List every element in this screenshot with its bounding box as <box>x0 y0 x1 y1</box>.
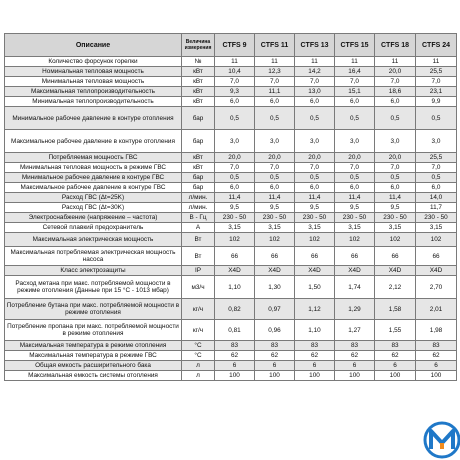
row-value: 25,5 <box>416 153 457 163</box>
row-unit: Вт <box>182 233 215 247</box>
table-row <box>5 87 457 97</box>
brand-logo <box>420 418 460 460</box>
row-value: 66 <box>375 247 416 266</box>
row-value: 0,97 <box>255 299 295 320</box>
row-value: 6,0 <box>335 97 375 107</box>
row-value: 15,1 <box>335 87 375 97</box>
row-value: 62 <box>335 351 375 361</box>
row-value: 20,0 <box>295 153 335 163</box>
row-unit: № <box>182 57 215 67</box>
row-value: 11,4 <box>215 193 255 203</box>
row-value: 2,12 <box>375 276 416 299</box>
row-value: 3,0 <box>375 130 416 153</box>
table-row <box>5 97 457 107</box>
row-value: 9,5 <box>255 203 295 213</box>
row-value: 14,2 <box>295 67 335 77</box>
row-value: 1,27 <box>335 320 375 341</box>
table-row <box>5 77 457 87</box>
header-model: CTFS 18 <box>375 34 416 57</box>
row-unit: л <box>182 361 215 371</box>
table-row <box>5 341 457 351</box>
row-value: 1,74 <box>335 276 375 299</box>
row-value: 62 <box>255 351 295 361</box>
row-value: 83 <box>215 341 255 351</box>
row-description: Расход ГВС (Δt=30K) <box>5 203 182 213</box>
table-row <box>5 361 457 371</box>
table-row <box>5 223 457 233</box>
row-description: Расход ГВС (Δt=25K) <box>5 193 182 203</box>
row-value: 100 <box>416 371 457 381</box>
header-model: CTFS 11 <box>255 34 295 57</box>
row-value: 83 <box>255 341 295 351</box>
row-value: X4D <box>255 266 295 276</box>
table-row <box>5 320 457 341</box>
row-value: 0,5 <box>416 107 457 130</box>
row-description: Минимальная тепловая мощность в режиме ГВС <box>5 163 182 173</box>
row-value: 11 <box>255 57 295 67</box>
row-value: 66 <box>215 247 255 266</box>
row-value: 20,0 <box>215 153 255 163</box>
row-value: 0,5 <box>295 173 335 183</box>
row-unit: кВт <box>182 87 215 97</box>
row-value: 0,82 <box>215 299 255 320</box>
row-value: 7,0 <box>215 163 255 173</box>
row-value: 66 <box>416 247 457 266</box>
row-value: 16,4 <box>335 67 375 77</box>
row-value: 11,1 <box>255 87 295 97</box>
row-description: Максимальное рабочее давление в контуре ГВС <box>5 183 182 193</box>
row-value: 62 <box>416 351 457 361</box>
row-unit: бар <box>182 107 215 130</box>
row-description: Электроснабжение (напряжение – частота) <box>5 213 182 223</box>
row-unit: кВт <box>182 97 215 107</box>
row-value: 7,0 <box>335 77 375 87</box>
table-header-row <box>5 34 457 57</box>
row-description: Номинальная тепловая мощность <box>5 67 182 77</box>
row-value: 6,0 <box>295 183 335 193</box>
row-description: Максимальная электрическая мощность <box>5 233 182 247</box>
row-description: Максимальная теплопроизводительность <box>5 87 182 97</box>
row-value: 83 <box>335 341 375 351</box>
row-value: 11 <box>375 57 416 67</box>
row-value: 0,96 <box>255 320 295 341</box>
row-value: 3,0 <box>335 130 375 153</box>
table-row <box>5 266 457 276</box>
row-value: 1,12 <box>295 299 335 320</box>
row-value: 0,5 <box>375 107 416 130</box>
row-unit: л/мин. <box>182 203 215 213</box>
header-description: Описание <box>5 34 182 57</box>
header-model: CTFS 9 <box>215 34 255 57</box>
table-row <box>5 130 457 153</box>
row-value: 0,5 <box>255 107 295 130</box>
row-value: 66 <box>255 247 295 266</box>
row-value: 7,0 <box>416 163 457 173</box>
row-value: 20,0 <box>375 153 416 163</box>
row-value: 9,3 <box>215 87 255 97</box>
row-value: 7,0 <box>295 163 335 173</box>
row-value: 62 <box>215 351 255 361</box>
table-row <box>5 107 457 130</box>
row-value: 13,0 <box>295 87 335 97</box>
row-value: 6,0 <box>375 183 416 193</box>
row-value: 0,5 <box>335 173 375 183</box>
row-unit: IP <box>182 266 215 276</box>
row-unit: Вт <box>182 247 215 266</box>
row-value: 100 <box>215 371 255 381</box>
row-value: 102 <box>295 233 335 247</box>
row-value: 11,4 <box>295 193 335 203</box>
row-unit: °C <box>182 341 215 351</box>
row-value: 0,5 <box>416 173 457 183</box>
row-value: 230 - 50 <box>335 213 375 223</box>
row-value: 9,9 <box>416 97 457 107</box>
row-value: 11 <box>295 57 335 67</box>
row-description: Количество форсунок горелки <box>5 57 182 67</box>
row-description: Минимальная тепловая мощность <box>5 77 182 87</box>
table-row <box>5 299 457 320</box>
row-value: 1,50 <box>295 276 335 299</box>
row-value: 230 - 50 <box>255 213 295 223</box>
row-value: 230 - 50 <box>416 213 457 223</box>
row-value: 100 <box>375 371 416 381</box>
row-unit: кВт <box>182 163 215 173</box>
row-value: 6,0 <box>255 97 295 107</box>
table-row <box>5 371 457 381</box>
table-row <box>5 183 457 193</box>
row-value: 6,0 <box>215 183 255 193</box>
header-unit: Величина измерения <box>182 34 215 57</box>
row-value: 3,15 <box>375 223 416 233</box>
row-value: X4D <box>416 266 457 276</box>
table-row <box>5 193 457 203</box>
row-description: Общая емкость расширительного бака <box>5 361 182 371</box>
row-value: 6,0 <box>295 97 335 107</box>
row-value: 0,5 <box>215 173 255 183</box>
row-description: Расход метана при макс. потребляемой мощности в режиме отопления (Данные при 15 °C - 1013 мбар) <box>5 276 182 299</box>
row-unit: бар <box>182 130 215 153</box>
row-value: 102 <box>416 233 457 247</box>
row-value: 7,0 <box>335 163 375 173</box>
row-value: 7,0 <box>295 77 335 87</box>
row-value: 100 <box>295 371 335 381</box>
row-value: 9,5 <box>375 203 416 213</box>
row-value: 20,0 <box>335 153 375 163</box>
row-value: 1,10 <box>215 276 255 299</box>
row-value: 10,4 <box>215 67 255 77</box>
row-value: 1,58 <box>375 299 416 320</box>
table-row <box>5 67 457 77</box>
row-value: 12,3 <box>255 67 295 77</box>
row-value: 66 <box>335 247 375 266</box>
row-unit: бар <box>182 173 215 183</box>
row-value: 230 - 50 <box>375 213 416 223</box>
row-value: 0,5 <box>375 173 416 183</box>
row-unit: кВт <box>182 77 215 87</box>
row-value: 6,0 <box>375 97 416 107</box>
row-value: 66 <box>295 247 335 266</box>
row-value: 7,0 <box>215 77 255 87</box>
row-value: 11,7 <box>416 203 457 213</box>
row-value: 20,0 <box>255 153 295 163</box>
row-value: 83 <box>375 341 416 351</box>
row-value: X4D <box>335 266 375 276</box>
row-value: 3,0 <box>255 130 295 153</box>
table-body <box>5 57 457 381</box>
row-description: Класс электрозащиты <box>5 266 182 276</box>
table-row <box>5 233 457 247</box>
row-description: Потребляемая мощность ГВС <box>5 153 182 163</box>
row-value: 230 - 50 <box>215 213 255 223</box>
row-value: 11 <box>416 57 457 67</box>
table-row <box>5 203 457 213</box>
row-value: X4D <box>295 266 335 276</box>
row-value: 9,5 <box>335 203 375 213</box>
row-value: 3,0 <box>416 130 457 153</box>
row-unit: А <box>182 223 215 233</box>
table-row <box>5 153 457 163</box>
row-value: 11,4 <box>255 193 295 203</box>
row-unit: л <box>182 371 215 381</box>
row-description: Максимальное рабочее давление в контуре отопления <box>5 130 182 153</box>
row-value: 102 <box>255 233 295 247</box>
row-value: 100 <box>255 371 295 381</box>
table-row <box>5 351 457 361</box>
row-unit: бар <box>182 183 215 193</box>
row-value: 0,5 <box>335 107 375 130</box>
row-description: Максимальная емкость системы отопления <box>5 371 182 381</box>
row-unit: °C <box>182 351 215 361</box>
row-value: 6 <box>215 361 255 371</box>
row-value: 1,30 <box>255 276 295 299</box>
row-value: 230 - 50 <box>295 213 335 223</box>
table-row <box>5 276 457 299</box>
spec-table <box>4 33 457 381</box>
row-value: 6 <box>375 361 416 371</box>
row-unit: л/мин. <box>182 193 215 203</box>
row-description: Максимальная температура в режиме ГВС <box>5 351 182 361</box>
row-value: 3,0 <box>215 130 255 153</box>
row-value: 102 <box>375 233 416 247</box>
row-value: 7,0 <box>375 163 416 173</box>
row-unit: кВт <box>182 153 215 163</box>
row-value: 7,0 <box>375 77 416 87</box>
row-value: 6,0 <box>335 183 375 193</box>
row-value: 102 <box>215 233 255 247</box>
row-value: 83 <box>295 341 335 351</box>
row-value: 100 <box>335 371 375 381</box>
table-row <box>5 213 457 223</box>
row-value: 6 <box>255 361 295 371</box>
table-row <box>5 163 457 173</box>
row-value: 83 <box>416 341 457 351</box>
row-value: 1,98 <box>416 320 457 341</box>
row-value: 2,70 <box>416 276 457 299</box>
row-value: 3,15 <box>416 223 457 233</box>
row-value: 1,29 <box>335 299 375 320</box>
row-description: Минимальное рабочее давление в контуре ГВС <box>5 173 182 183</box>
row-value: 23,1 <box>416 87 457 97</box>
row-value: 9,5 <box>215 203 255 213</box>
row-value: 3,15 <box>295 223 335 233</box>
row-description: Минимальное рабочее давление в контуре отопления <box>5 107 182 130</box>
row-value: 0,5 <box>215 107 255 130</box>
row-value: 2,01 <box>416 299 457 320</box>
row-value: 6 <box>295 361 335 371</box>
row-value: 1,55 <box>375 320 416 341</box>
row-value: 25,5 <box>416 67 457 77</box>
row-value: 62 <box>295 351 335 361</box>
row-description: Сетевой плавкий предохранитель <box>5 223 182 233</box>
row-value: 11 <box>215 57 255 67</box>
row-unit: кг/ч <box>182 299 215 320</box>
row-description: Максимальная температура в режиме отопления <box>5 341 182 351</box>
row-value: 14,0 <box>416 193 457 203</box>
table-row <box>5 247 457 266</box>
spec-table-container <box>4 33 456 381</box>
row-value: 9,5 <box>295 203 335 213</box>
table-row <box>5 173 457 183</box>
row-value: 0,81 <box>215 320 255 341</box>
row-value: 6 <box>335 361 375 371</box>
row-value: 6,0 <box>255 183 295 193</box>
row-value: 6,0 <box>215 97 255 107</box>
row-value: 102 <box>335 233 375 247</box>
row-description: Максимальная потребляемая электрическая мощность насоса <box>5 247 182 266</box>
row-unit: кВт <box>182 67 215 77</box>
header-model: CTFS 13 <box>295 34 335 57</box>
row-value: 11 <box>335 57 375 67</box>
row-description: Потребление бутана при макс. потребляемой мощности в режиме отопления <box>5 299 182 320</box>
row-unit: кг/ч <box>182 320 215 341</box>
row-unit: В - Гц <box>182 213 215 223</box>
row-description: Минимальная теплопроизводительность <box>5 97 182 107</box>
row-value: X4D <box>215 266 255 276</box>
row-value: 3,15 <box>255 223 295 233</box>
row-value: X4D <box>375 266 416 276</box>
header-model: CTFS 15 <box>335 34 375 57</box>
header-model: CTFS 24 <box>416 34 457 57</box>
row-value: 3,15 <box>335 223 375 233</box>
table-row <box>5 57 457 67</box>
row-value: 3,0 <box>295 130 335 153</box>
row-value: 3,15 <box>215 223 255 233</box>
row-value: 7,0 <box>255 77 295 87</box>
row-value: 11,4 <box>335 193 375 203</box>
row-value: 0,5 <box>295 107 335 130</box>
row-unit: м3/ч <box>182 276 215 299</box>
row-value: 18,6 <box>375 87 416 97</box>
row-value: 11,4 <box>375 193 416 203</box>
row-value: 62 <box>375 351 416 361</box>
row-value: 0,5 <box>255 173 295 183</box>
row-description: Потребление пропана при макс. потребляемой мощности в режиме отопления <box>5 320 182 341</box>
row-value: 6,0 <box>416 183 457 193</box>
row-value: 6 <box>416 361 457 371</box>
row-value: 20,0 <box>375 67 416 77</box>
row-value: 7,0 <box>416 77 457 87</box>
row-value: 7,0 <box>255 163 295 173</box>
row-value: 1,10 <box>295 320 335 341</box>
